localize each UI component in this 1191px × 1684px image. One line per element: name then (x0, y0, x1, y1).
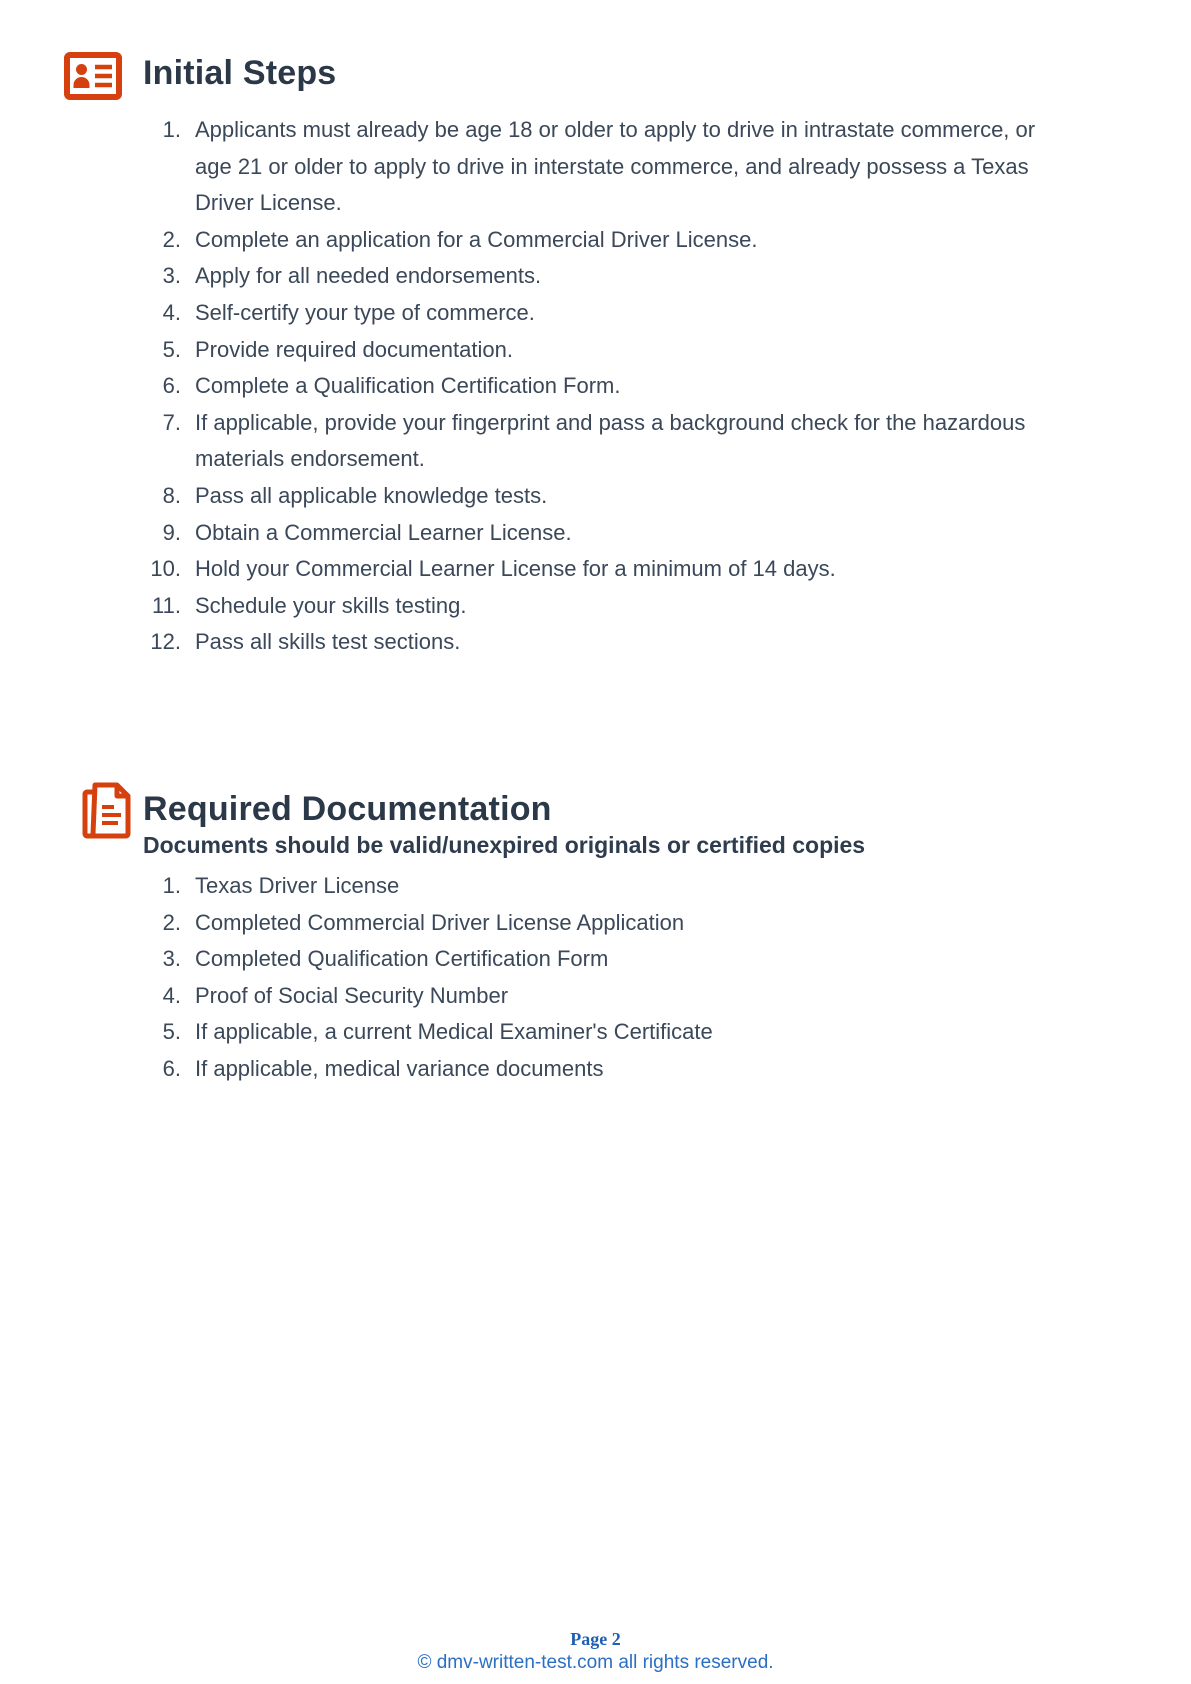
list-item-number: 11. (152, 592, 181, 618)
list-item (0, 1014, 1070, 1051)
list-item (0, 112, 1070, 222)
footer-page-number: Page 2 (570, 1629, 621, 1649)
list-item-text: Completed Commercial Driver License Application (195, 909, 685, 935)
list-item-number: 7. (162, 409, 181, 435)
list-item-text: Proof of Social Security Number (195, 982, 509, 1008)
list-item (0, 222, 1070, 259)
list-item (0, 941, 1070, 978)
list-item-number: 12. (150, 629, 181, 655)
list-item-number: 6. (162, 1055, 181, 1081)
list-item-text: Complete a Qualification Certification Form. (195, 373, 621, 399)
section-subtitle-required-documentation: Documents should be valid/unexpired originals or certified copies (143, 832, 866, 858)
list-item-number: 5. (162, 336, 181, 362)
list-item-number: 8. (162, 482, 181, 508)
list-item-text: Self-certify your type of commerce. (195, 299, 535, 325)
list-item-text: Hold your Commercial Learner License for a minimum of 14 days. (195, 556, 836, 582)
list-item-number: 5. (162, 1019, 181, 1045)
id-card-icon (64, 52, 122, 100)
list-item-number: 4. (162, 299, 181, 325)
documents-icon (78, 780, 138, 842)
list-item (0, 368, 1070, 405)
list-item-number: 1. (162, 873, 181, 898)
list-item-number: 10. (150, 556, 181, 582)
list-item-number: 9. (162, 519, 181, 545)
list-item (0, 551, 1070, 588)
initial-steps-list (0, 112, 1070, 661)
list-item (0, 1051, 1070, 1088)
list-item-text: Pass all applicable knowledge tests. (195, 482, 548, 508)
list-item (0, 258, 1070, 295)
list-item-text: Pass all skills test sections. (195, 629, 461, 655)
list-item (0, 295, 1070, 332)
list-item-text: If applicable, medical variance documents (195, 1055, 604, 1081)
list-item (0, 332, 1070, 369)
list-item-text: Apply for all needed endorsements. (195, 263, 542, 289)
list-item-text: If applicable, a current Medical Examiner's Certificate (195, 1019, 713, 1045)
required-documentation-list (0, 868, 1070, 1088)
list-item-number: 6. (162, 373, 181, 399)
list-item-number: 4. (162, 982, 181, 1008)
section-title-required-documentation: Required Documentation (143, 790, 552, 828)
list-item-number: 2. (162, 226, 181, 252)
list-item (0, 478, 1070, 515)
list-item-number: 2. (162, 909, 181, 935)
list-item (0, 624, 1070, 661)
list-item-text: Obtain a Commercial Learner License. (195, 519, 572, 545)
list-item-text: Provide required documentation. (195, 336, 513, 362)
footer-copyright: © dmv-written-test.com all rights reserved. (417, 1652, 774, 1673)
list-item-text: Applicants must already be age 18 or older to apply to drive in intrastate commerce, or age 21 or older to apply to drive in interstate commerce, and already possess a Texas Driver License. (195, 117, 1036, 216)
list-item-text: Completed Qualification Certification Form (195, 946, 609, 972)
list-item (0, 588, 1070, 625)
list-item-text: Texas Driver License (195, 873, 400, 898)
list-item (0, 868, 1070, 905)
list-item-number: 1. (162, 117, 181, 142)
list-item (0, 405, 1070, 478)
list-item-text: If applicable, provide your fingerprint and pass a background check for the hazardous materials endorsement. (195, 409, 1026, 472)
list-item-number: 3. (162, 263, 181, 289)
list-item-text: Schedule your skills testing. (195, 592, 467, 618)
list-item (0, 978, 1070, 1015)
list-item-number: 3. (162, 946, 181, 972)
section-title-initial-steps: Initial Steps (143, 54, 337, 92)
list-item (0, 905, 1070, 942)
list-item-text: Complete an application for a Commercial Driver License. (195, 226, 758, 252)
list-item (0, 515, 1070, 552)
